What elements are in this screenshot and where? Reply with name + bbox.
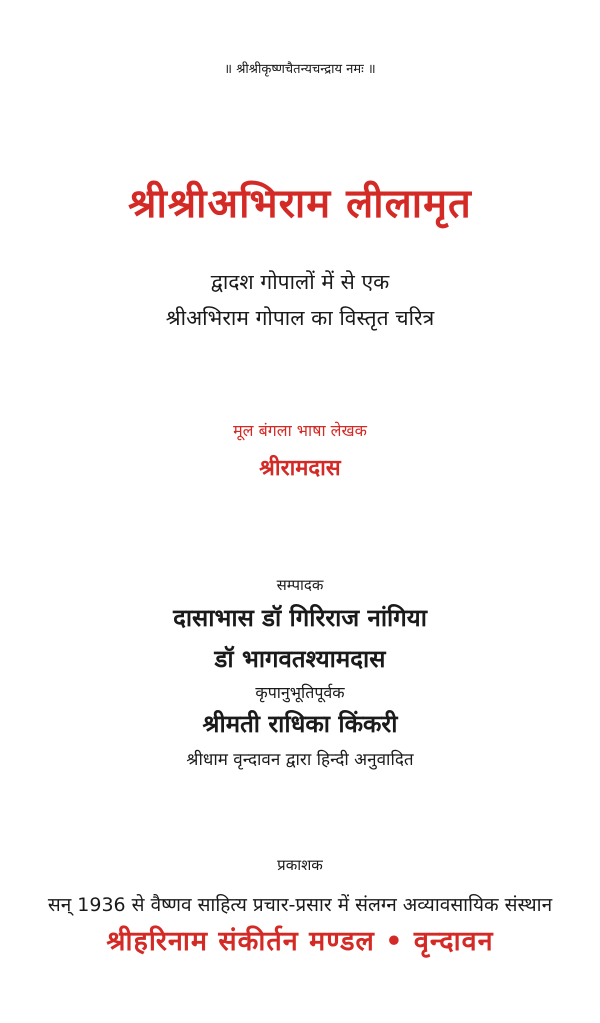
publisher-description: सन् 1936 से वैष्णव साहित्य प्रचार-प्रसार में संलग्न अव्यावसायिक संस्थान [47,894,553,916]
editor-name-1: दासाभास डॉ गिरिराज नांगिया [173,604,427,632]
subtitle-line-2: श्रीअभिराम गोपाल का विस्तृत चरित्र [165,306,435,330]
editor-label: सम्पादक [276,576,324,594]
invocation-line: ॥ श्रीश्रीकृष्णचैतन्यचन्द्राय नमः ॥ [224,62,376,77]
grace-name: श्रीमती राधिका किंकरी [202,710,398,738]
publisher-label: प्रकाशक [277,856,323,874]
editor-name-2: डॉ भागवतश्यामदास [214,645,386,673]
subtitle-line-1: द्वादश गोपालों में से एक [210,270,390,294]
book-title: श्रीश्रीअभिराम लीलामृत [128,180,472,227]
author-name: श्रीरामदास [259,456,341,481]
publisher-name: श्रीहरिनाम संकीर्तन मण्डल • वृन्दावन [106,926,494,957]
translation-note: श्रीधाम वृन्दावन द्वारा हिन्दी अनुवादित [186,750,414,770]
grace-label: कृपानुभूतिपूर्वक [255,683,345,702]
author-label: मूल बंगला भाषा लेखक [233,421,367,440]
